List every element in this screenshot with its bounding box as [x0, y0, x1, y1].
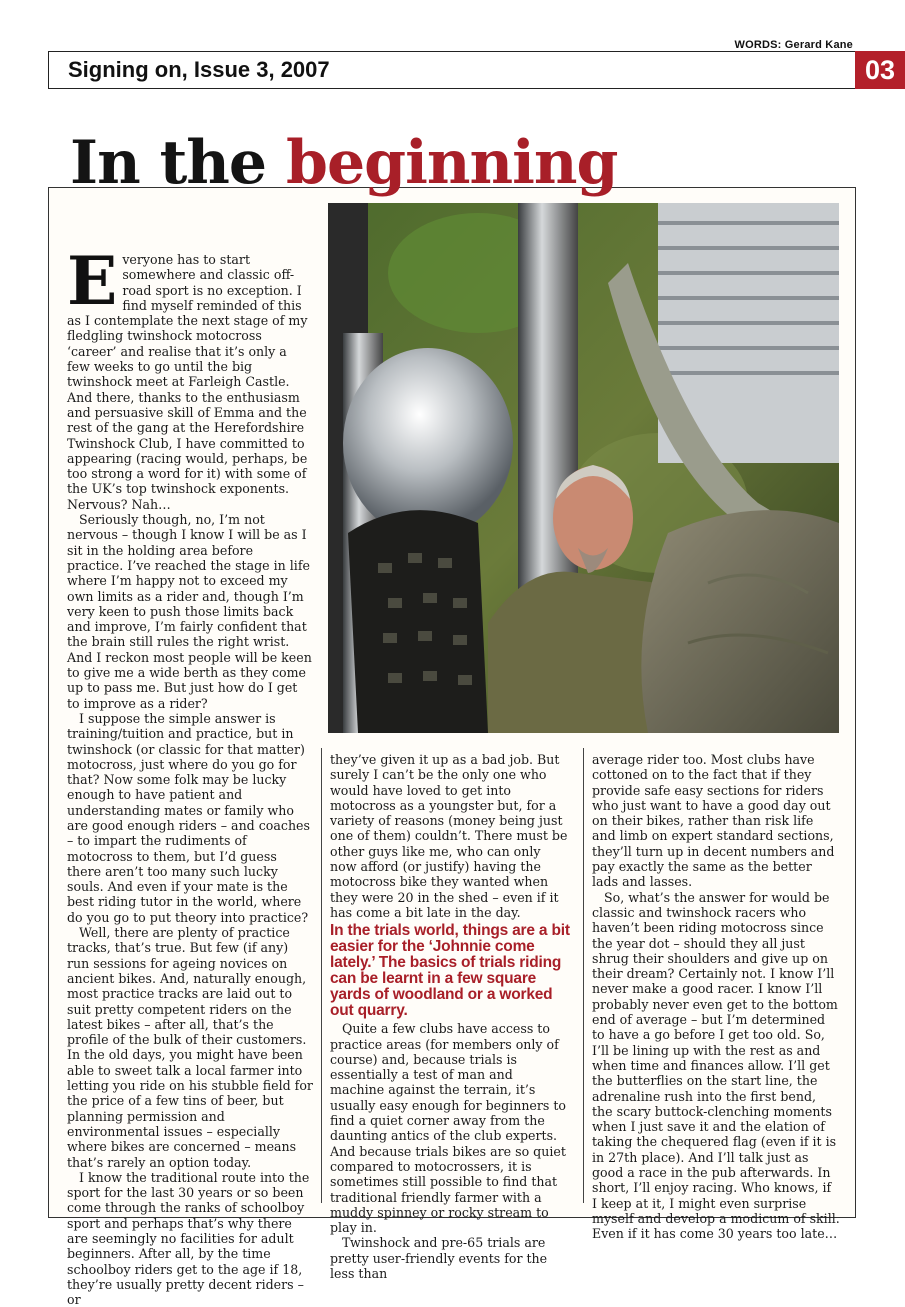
- drop-cap: E: [67, 242, 118, 320]
- article-paragraph: I suppose the simple answer is training/tuition and practice, but in twinshock (or classic for that matter) motocross, just where do you go for that? Now some folk may be lucky enough to have patient and understanding mates or family who are good enough riders – and coaches – to impart the rudiments of motocross to them, but I’d guess there aren’t too many such lucky souls. And even if your mate is the best riding tutor in the world, where do you go to put theory into practice?: [67, 710, 310, 925]
- column-divider: [321, 748, 322, 1203]
- article-paragraph: Seriously though, no, I’m not nervous – though I know I will be as I sit in the holding area before practice. I’ve reached the stage in life where I’m happy not to exceed my own limits as a rider and, though I’m very keen to push those limits back and improve, I’m fairly confident that the brain still rules the right wrist. And I reckon most people will be keen to give me a wide berth as they come up to pass me. But just how do I get to improve as a rider?: [67, 512, 312, 711]
- pull-quote: In the trials world, things are a bit easier for the ‘Johnnie come lately.’ The basics of trials riding can be learnt in a few square yards of woodland or a worked out quarry.: [330, 922, 570, 1020]
- article-paragraph: Twinshock and pre-65 trials are pretty user-friendly events for the less than: [330, 1235, 548, 1282]
- column-divider: [583, 748, 584, 1203]
- headline: [70, 128, 618, 198]
- article-paragraph: I know the traditional route into the sport for the last 30 years or so been come through the ranks of schoolboy sport and perhaps that’s why there are seemingly no facilities for adult beginners. After all, by the time schoolboy riders get to the age if 18, they’re usually pretty decent riders – or: [67, 1169, 310, 1307]
- article-column-1: [67, 242, 313, 1307]
- section-header: [48, 51, 855, 89]
- photo-illustration: [328, 203, 839, 733]
- author-credit: WORDS: Gerard Kane: [734, 39, 853, 51]
- article-column-3: [592, 752, 840, 1242]
- article-paragraph: Well, there are plenty of practice tracks, that’s true. But few (if any) run sessions for ageing novices on ancient bikes. And, naturally enough, most practice tracks are laid out to suit pretty competent riders on the latest bikes – after all, that’s the profile of the bulk of their customers. In the old days, you might have been able to sweet talk a local farmer into letting you ride on his stubble field for the price of a few tins of beer, but planning permission and environmental issues – especially where bikes are concerned – means that’s rarely an option today.: [67, 925, 313, 1170]
- article-paragraph: So, what’s the answer for would be classic and twinshock racers who haven’t been riding motocross since the year dot – should they all just shrug their shoulders and give up on their dream? Certainly not. I know I’ll never make a good racer. I know I’ll probably never even get to the bottom end of average – but I’m determined to have a go before I get too old. So, I’ll be lining up with the rest as and when time and finances allow. I’ll get the butterflies on the start line, the adrenaline rush into the first bend, the scary buttock-clenching moments when I just save it and the elation of taking the chequered flag (even if it is in 27th place). And I’ll talk just as good a race in the pub afterwards. In short, I’ll enjoy racing. Who knows, if I keep at it, I might even surprise myself and develop a modicum of skill. Even if it has come 30 years too late…: [592, 889, 840, 1242]
- article-photo: [328, 203, 839, 733]
- article-paragraph: average rider too. Most clubs have cottoned on to the fact that if they provide safe easy sections for riders who just want to have a good day out on their bikes, rather than risk life and limb on expert standard sections, they’ll turn up in decent numbers and pay exactly the same as the better lads and lasses.: [592, 752, 835, 890]
- article-paragraph: Quite a few clubs have access to practice areas (for members only of course) and, because trials is essentially a test of man and machine against the terrain, it’s usually easy enough for beginners to find a quiet corner away from the daunting antics of the club experts. And because trials bikes are so quiet compared to motocrossers, it is sometimes still possible to find that traditional friendly farmer with a muddy spinney or rocky stream to play in.: [330, 1021, 567, 1236]
- article-paragraph: veryone has to start somewhere and classic off-road sport is no exception. I find myself reminded of this as I contemplate the next stage of my fledgling twinshock motocross ‘career’ and realise that it’s only a few weeks to go until the big twinshock meet at Farleigh Castle. And there, thanks to the enthusiasm and persuasive skill of Emma and the rest of the gang at the Herefordshire Twinshock Club, I have committed to appearing (racing would, perhaps, be too strong a word for it) with some of the UK’s top twinshock exponents. Nervous? Nah…: [67, 252, 308, 512]
- headline-part-1: In the: [70, 128, 267, 198]
- page-number: 03: [855, 51, 905, 89]
- section-title: Signing on, Issue 3, 2007: [68, 57, 330, 82]
- article-column-2: [330, 752, 570, 1282]
- headline-part-2: beginning: [285, 128, 618, 198]
- article-paragraph: they’ve given it up as a bad job. But surely I can’t be the only one who would have loved to get into motocross as a youngster but, for a variety of reasons (money being just one of them) couldn’t. There must be other guys like me, who can only now afford (or justify) having the motocross bike they wanted when they were 20 in the shed – even if it has come a bit late in the day.: [330, 752, 568, 920]
